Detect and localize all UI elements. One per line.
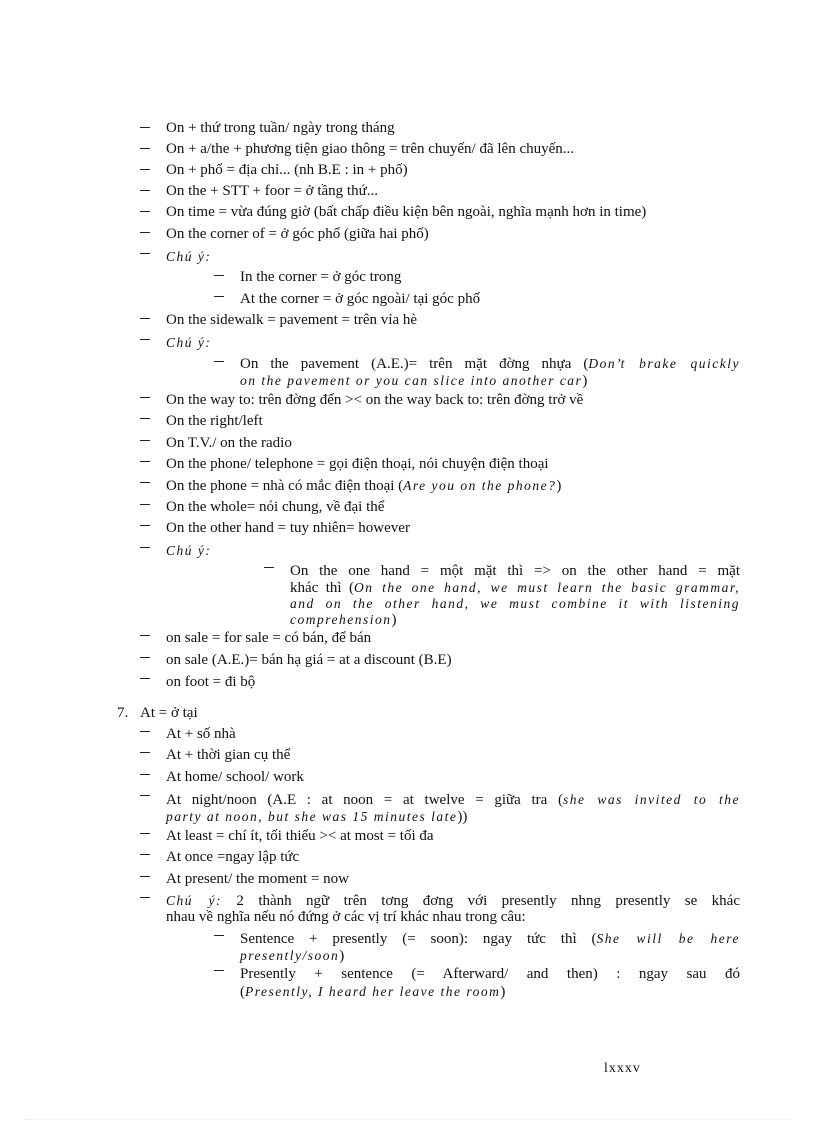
dash-bullet [140,752,150,753]
list-item: At the corner = ở góc ngoài/ tại góc phố [240,291,481,307]
list-item: On the sidewalk = pavement = trên vỉa hè [166,312,418,328]
list-item: On + phố = địa chỉ... (nh B.E : in + phố) [166,162,408,178]
section-number: 7. [117,705,129,721]
dash-bullet [140,397,150,398]
list-item: At + số nhà [166,726,236,742]
list-item: At home/ school/ work [166,769,304,785]
dash-bullet [214,296,224,297]
list-item: Sentence + presently (= soon): ngay tức thì (She will be here [240,931,741,947]
dash-bullet [140,774,150,775]
list-item: On the pavement (A.E.)= trên mặt đờng nhựa (Don’t brake quickly [240,356,740,372]
list-item: On + thứ trong tuần/ ngày trong tháng [166,120,395,136]
list-item: Presently + sentence (= Afterward/ and then) : ngay sau đó [240,966,740,982]
example-text: and on the other hand, we must combine it with listening [290,596,740,611]
dash-bullet [140,169,150,170]
example-text: comprehension) [290,612,397,628]
dash-bullet [264,567,274,568]
dash-bullet [140,318,150,319]
dash-bullet [214,361,224,362]
dash-bullet [140,876,150,877]
example-text: party at noon, but she was 15 minutes late)) [166,809,468,825]
list-item: Chú ý: 2 thành ngữ trên tơng đơng với presently nhng presently se khác [166,893,741,909]
list-item: On the + STT + foor = ở tầng thứ... [166,183,378,199]
dash-bullet [140,418,150,419]
list-item: On time = vừa đúng giờ (bất chấp điều kiện bên ngoài, nghĩa mạnh hơn in time) [166,204,647,220]
dash-bullet [140,482,150,483]
dash-bullet [140,190,150,191]
dash-bullet [140,635,150,636]
list-item: At once =ngay lập tức [166,849,300,865]
dash-bullet [140,127,150,128]
dash-bullet [140,461,150,462]
list-item: On T.V./ on the radio [166,435,292,451]
list-item: on sale = for sale = có bán, để bán [166,630,372,646]
list-item: At night/noon (A.E : at noon = at twelve = giữa tra (she was invited to the [166,792,741,808]
dash-bullet [140,854,150,855]
section-title: At = ở tại [140,705,198,721]
example-text: (Presently, I heard her leave the room) [240,984,506,1000]
note-label: Chú ý: [166,249,212,264]
dash-bullet [140,253,150,254]
dash-bullet [140,525,150,526]
list-item: At present/ the moment = now [166,871,350,887]
list-item: on sale (A.E.)= bán hạ giá = at a discount (B.E) [166,652,452,668]
list-item: On the right/left [166,413,263,429]
dash-bullet [140,547,150,548]
list-item: On the corner of = ở góc phố (giữa hai phố) [166,226,429,242]
page-bottom-divider [24,1119,792,1120]
list-item: On the phone/ telephone = gọi điện thoại, nói chuyện điện thoại [166,456,549,472]
dash-bullet [140,339,150,340]
list-item: At least = chí ít, tối thiểu >< at most = tối đa [166,828,434,844]
note-label: Chú ý: [166,543,212,558]
dash-bullet [140,678,150,679]
list-item-continuation: nhau về nghĩa nếu nó đứng ở các vị trí khác nhau trong câu: [166,909,526,925]
note-label: Chú ý: [166,335,212,350]
dash-bullet [214,935,224,936]
dash-bullet [140,232,150,233]
dash-bullet [140,731,150,732]
example-text: khác thì (On the one hand, we must learn the basic grammar, [290,580,740,596]
dash-bullet [214,970,224,971]
list-item: On the other hand = tuy nhiên= however [166,520,410,536]
dash-bullet [140,440,150,441]
list-item: On the way to: trên đờng đến >< on the way back to: trên đờng trở về [166,392,584,408]
list-item: On + a/the + phương tiện giao thông = trên chuyến/ đã lên chuyến... [166,141,575,157]
dash-bullet [140,897,150,898]
dash-bullet [140,504,150,505]
dash-bullet [140,657,150,658]
list-item: On the whole= nói chung, về đại thể [166,499,385,515]
dash-bullet [140,833,150,834]
list-item: In the corner = ở góc trong [240,269,402,285]
list-item: At + thời gian cụ thể [166,747,291,763]
list-item: On the phone = nhà có mắc điện thoại (Are you on the phone?) [166,478,562,494]
page-number: lxxxv [604,1061,641,1076]
list-item: On the one hand = một mặt thì => on the other hand = mặt [290,563,740,579]
dash-bullet [140,795,150,796]
dash-bullet [140,211,150,212]
dash-bullet [214,275,224,276]
example-text: on the pavement or you can slice into another car) [240,373,588,389]
list-item: on foot = đi bộ [166,674,256,690]
dash-bullet [140,148,150,149]
example-text: presently/soon) [240,948,345,964]
